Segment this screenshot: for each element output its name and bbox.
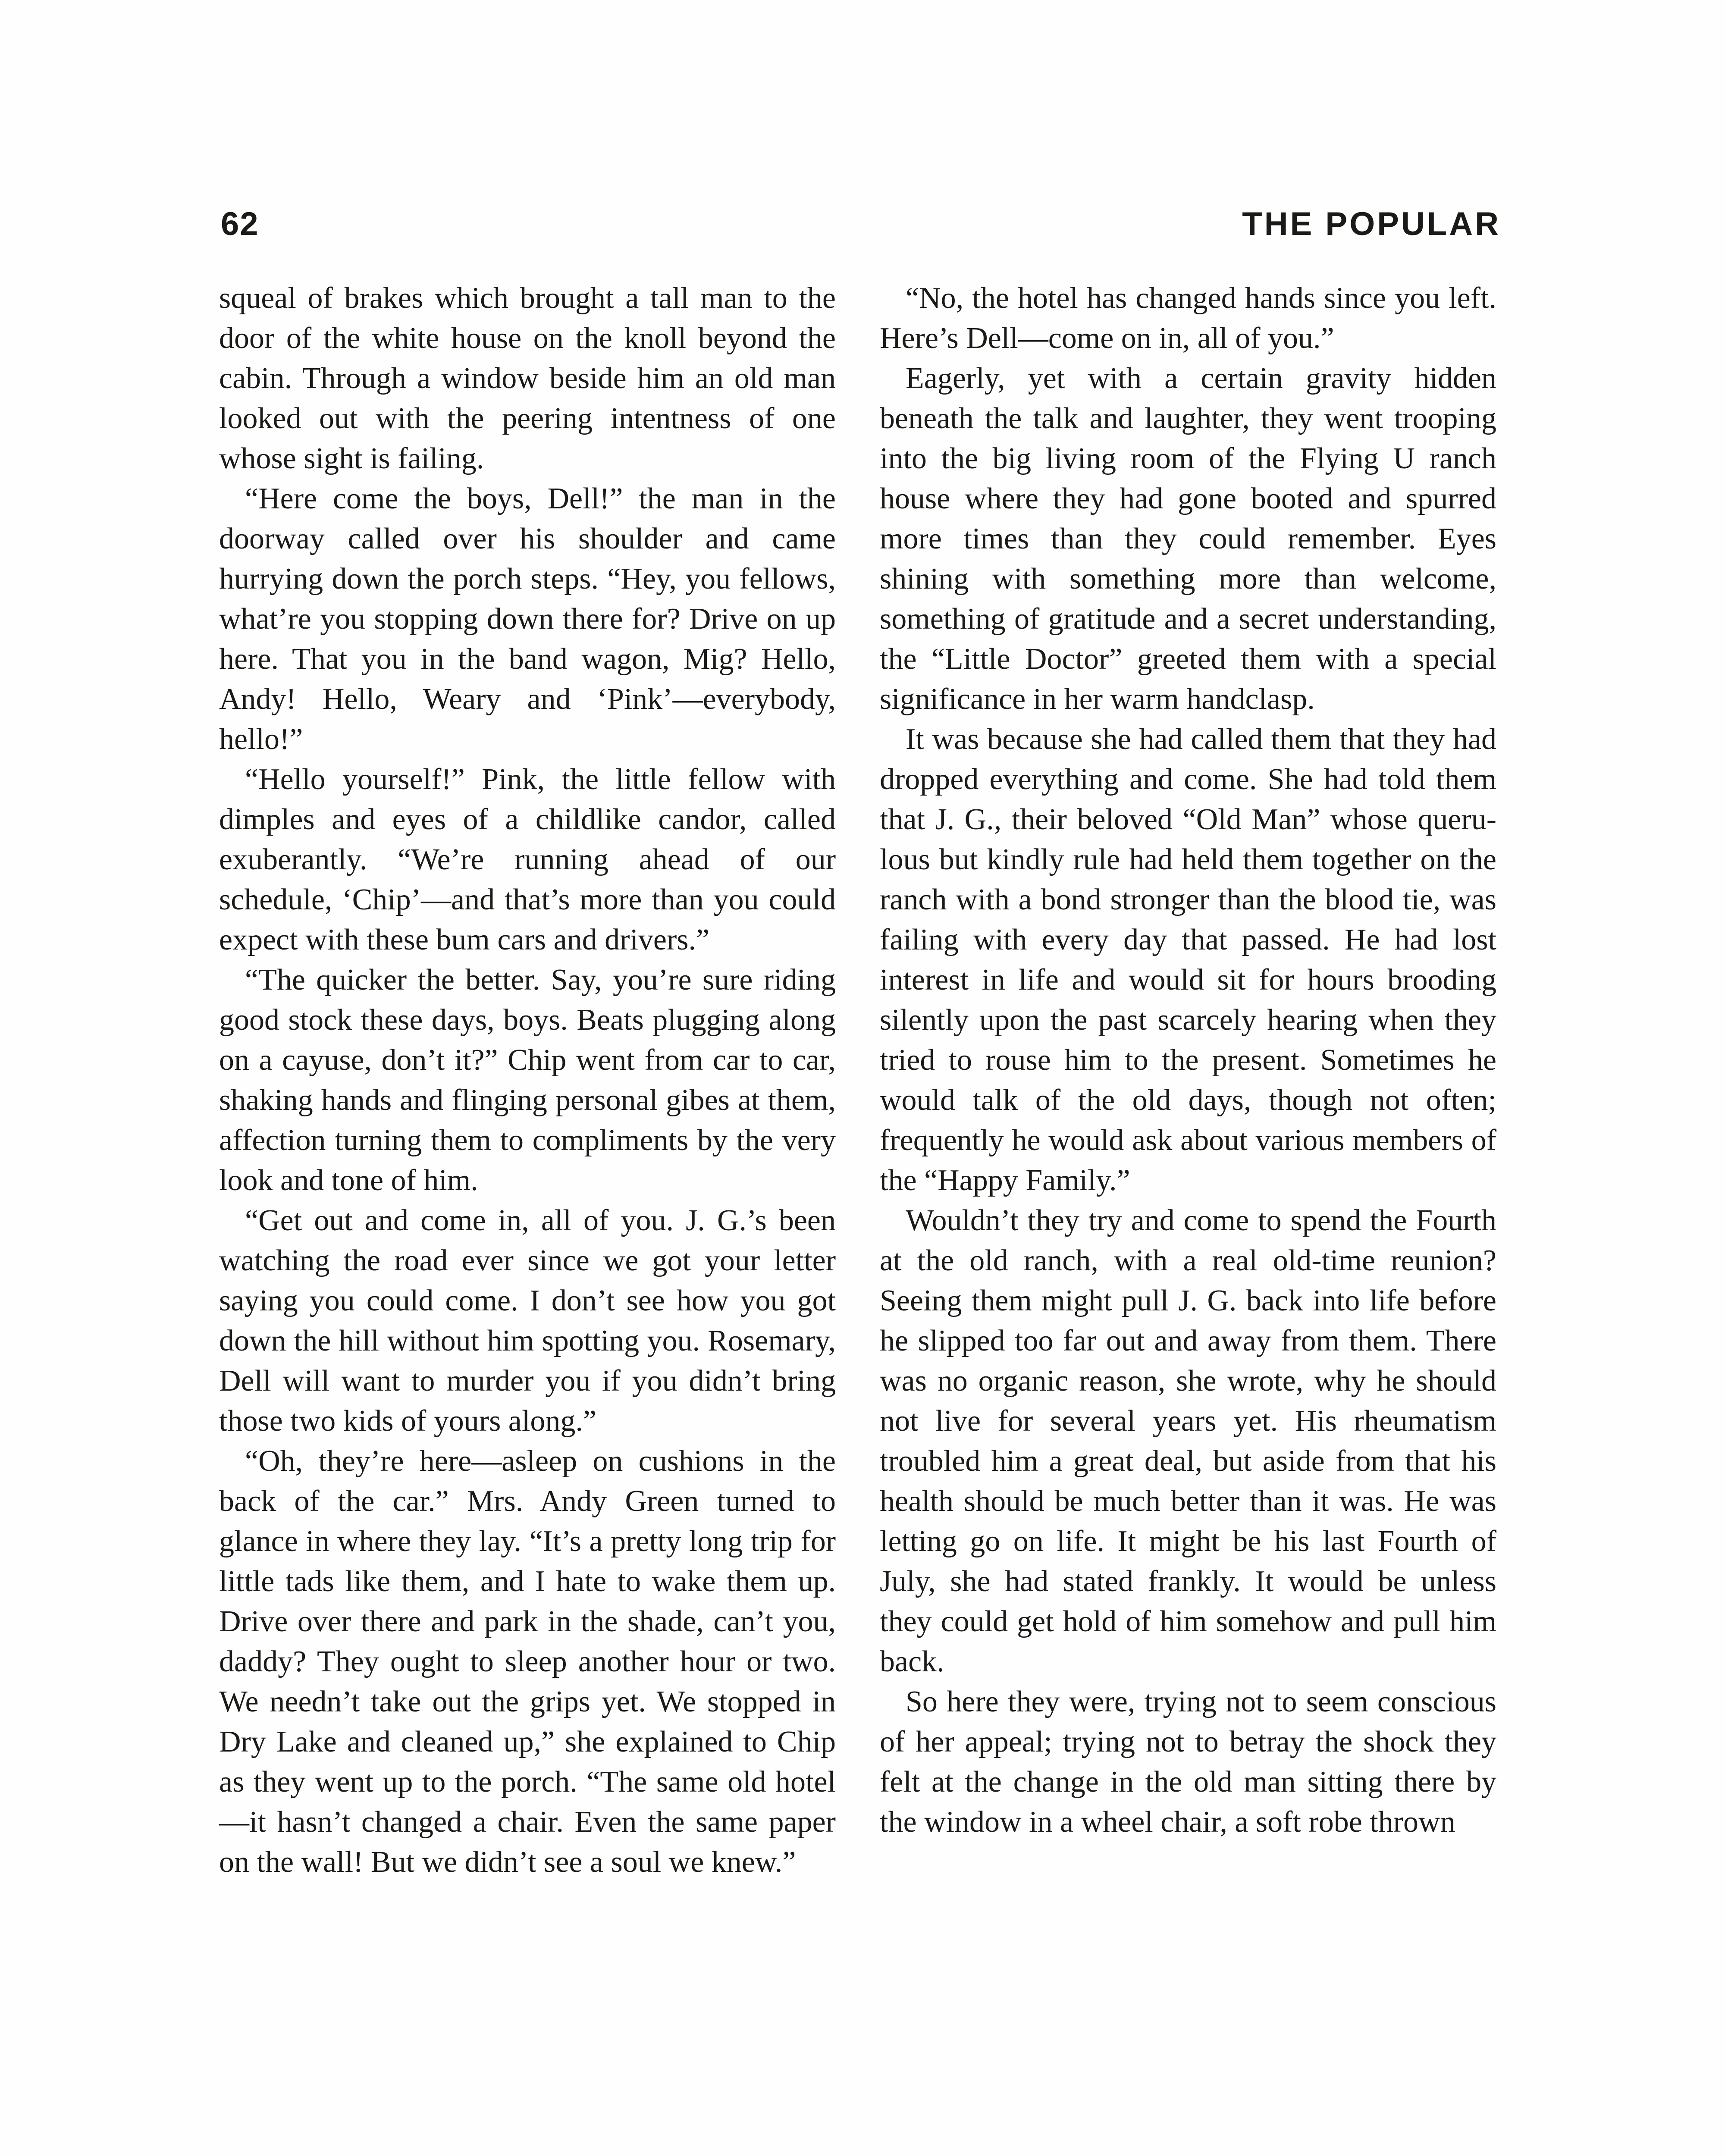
paragraph: “Here come the boys, Dell!” the man in the doorway called over his shoulder and came hurrying down the porch steps. “Hey, you fellows, what’re you stopping down there for? Drive on up here. That you in the band wagon, Mig? Hello, Andy! Hello, Weary and ‘Pink’—everybody, hello!” <box>219 482 836 756</box>
left-column <box>219 278 836 1882</box>
page-header <box>221 203 1501 250</box>
paragraph: Wouldn’t they try and come to spend the Fourth at the old ranch, with a real old-time reunion? Seeing them might pull J. G. back into life before he slipped too far out and away from them. There was no organic reason, she wrote, why he should not live for several years yet. His rheumatism troubled him a great deal, but aside from that his health should be much better than it was. He was letting go on life. It might be his last Fourth of July, she had stated frankly. It would be unless they could get hold of him somehow and pull him back. <box>880 1204 1496 1678</box>
paragraph: Eagerly, yet with a certain gravity hidden beneath the talk and laughter, they went trooping into the big living room of the Flying U ranch house where they had gone booted and spurred more times than they could remember. Eyes shining with something more than welcome, something of gratitude and a secret understanding, the “Little Doctor” greeted them with a special significance in her warm handclasp. <box>880 362 1496 716</box>
paragraph: “Get out and come in, all of you. J. G.’s been watching the road ever since we got your letter saying you could come. I don’t see how you got down the hill without him spotting you. Rosemary, Dell will want to murder you if you didn’t bring those two kids of yours along.” <box>219 1204 836 1438</box>
paragraph: So here they were, trying not to seem conscious of her appeal; trying not to betray the shock they felt at the change in the old man sitting there by the window in a wheel chair, a soft robe thrown <box>880 1685 1496 1839</box>
paragraph: “Hello yourself!” Pink, the little fellow with dimples and eyes of a childlike candor, called exuberantly. “We’re running ahead of our schedule, ‘Chip’—and that’s more than you could expect with these bum cars and drivers.” <box>219 763 836 956</box>
paragraph: “No, the hotel has changed hands since you left. Here’s Dell—come on in, all of you.” <box>880 282 1496 355</box>
right-column <box>880 278 1496 1842</box>
paragraph: squeal of brakes which brought a tall man to the door of the white house on the knoll beyond the cabin. Through a window beside him an old man looked out with the peering intentness of one whose sight is failing. <box>219 282 836 475</box>
paragraph: It was because she had called them that they had dropped everything and come. She had told them that J. G., their beloved “Old Man” whose querulous but kindly rule had held them together on the ranch with a bond stronger than the blood tie, was failing with every day that passed. He had lost interest in life and would sit for hours brooding silently upon the past scarcely hearing when they tried to rouse him to the present. Sometimes he would talk of the old days, though not often; frequently he would ask about various members of the “Happy Family.” <box>880 723 1496 1197</box>
paragraph: “Oh, they’re here—asleep on cushions in the back of the car.” Mrs. Andy Green turned to glance in where they lay. “It’s a pretty long trip for little tads like them, and I hate to wake them up. Drive over there and park in the shade, can’t you, daddy? They ought to sleep another hour or two. We needn’t take out the grips yet. We stopped in Dry Lake and cleaned up,” she explained to Chip as they went up to the porch. “The same old hotel—it hasn’t changed a chair. Even the same paper on the wall! But we didn’t see a soul we knew.” <box>219 1445 836 1879</box>
paragraph: “The quicker the better. Say, you’re sure riding good stock these days, boys. Beats plugging along on a cayuse, don’t it?” Chip went from car to car, shaking hands and flinging personal gibes at them, affection turning them to compliments by the very look and tone of him. <box>219 963 836 1197</box>
page-number: 62 <box>221 206 259 242</box>
running-head: THE POPULAR <box>1242 206 1501 242</box>
